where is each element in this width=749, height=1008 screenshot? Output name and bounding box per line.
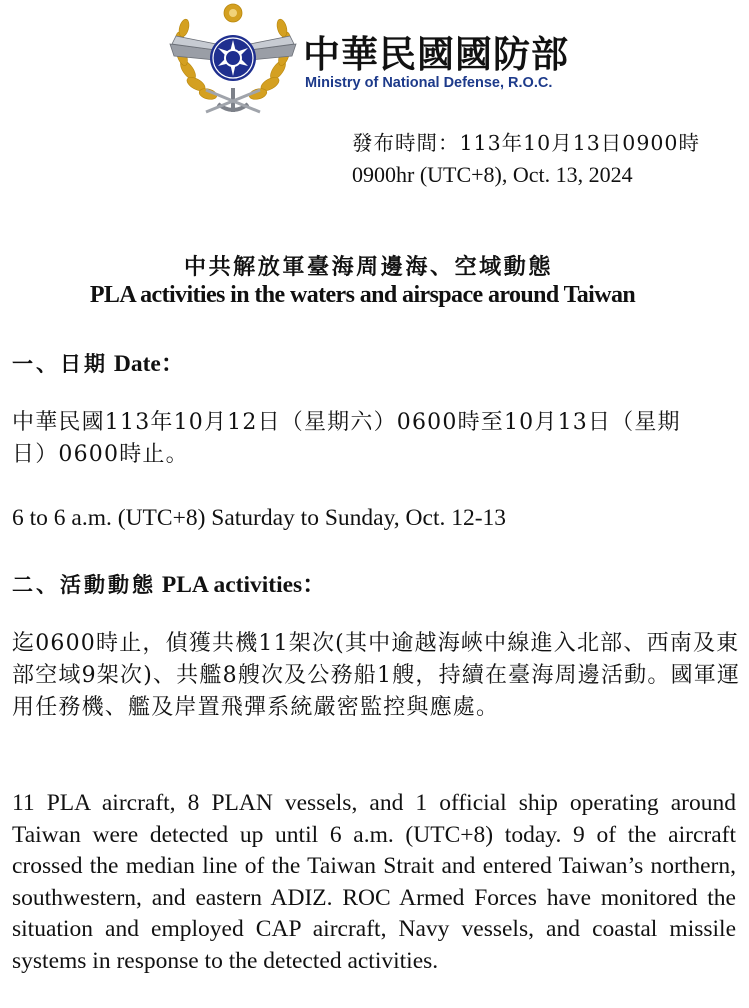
- page-header: [158, 0, 618, 118]
- section-date-heading: [12, 344, 184, 378]
- page-title-en: PLA activities in the waters and airspace around Taiwan: [89, 282, 636, 308]
- section-activities-body-zh: 迄0600時止，偵獲共機11架次(其中逾越海峽中線進入北部、西南及東部空域9架次)、共艦8艘次及公務船1艘，持續在臺海周邊活動。國軍運用任務機、艦及岸置飛彈系統嚴密監控與應處。: [12, 631, 741, 720]
- section-activities-heading: [12, 565, 326, 599]
- section-activities-body-en: 11 PLA aircraft, 8 PLAN vessels, and 1 official ship operating around Taiwan were detected up until 6 a.m. (UTC+8) today. 9 of the aircraft crossed the median line of the Taiwan Strait and entered Taiwan’s northern, southwestern, and eastern ADIZ. ROC Armed Forces have monitored the situation and employed CAP aircraft, Navy vessels, and coastal missile systems in response to the detected activities.: [12, 790, 736, 974]
- release-time-en: 0900hr (UTC+8), Oct. 13, 2024: [352, 162, 633, 187]
- section-date-body-zh: 中華民國113年10月12日（星期六）0600時至10月13日（星期日）0600時止。: [12, 410, 681, 467]
- ministry-name-zh: 中華民國國防部: [303, 33, 569, 76]
- release-time: [352, 128, 700, 190]
- ministry-name-en: Ministry of National Defense, R.O.C.: [305, 75, 553, 91]
- section-activities-heading-zh: 二、活動動態: [12, 573, 156, 597]
- section-activities-heading-en: PLA activities：: [161, 572, 326, 598]
- release-time-zh: 發布時間：113年10月13日0900時: [352, 131, 700, 155]
- mnd-emblem-icon: [158, 0, 308, 118]
- section-date-body-en: 6 to 6 a.m. (UTC+8) Saturday to Sunday, Oct. 12-13: [12, 505, 507, 531]
- page-title-zh: 中共解放軍臺海周邊海、空域動態: [183, 255, 553, 280]
- section-date-heading-en: Date：: [113, 351, 185, 377]
- section-date-heading-zh: 一、日期: [12, 352, 108, 376]
